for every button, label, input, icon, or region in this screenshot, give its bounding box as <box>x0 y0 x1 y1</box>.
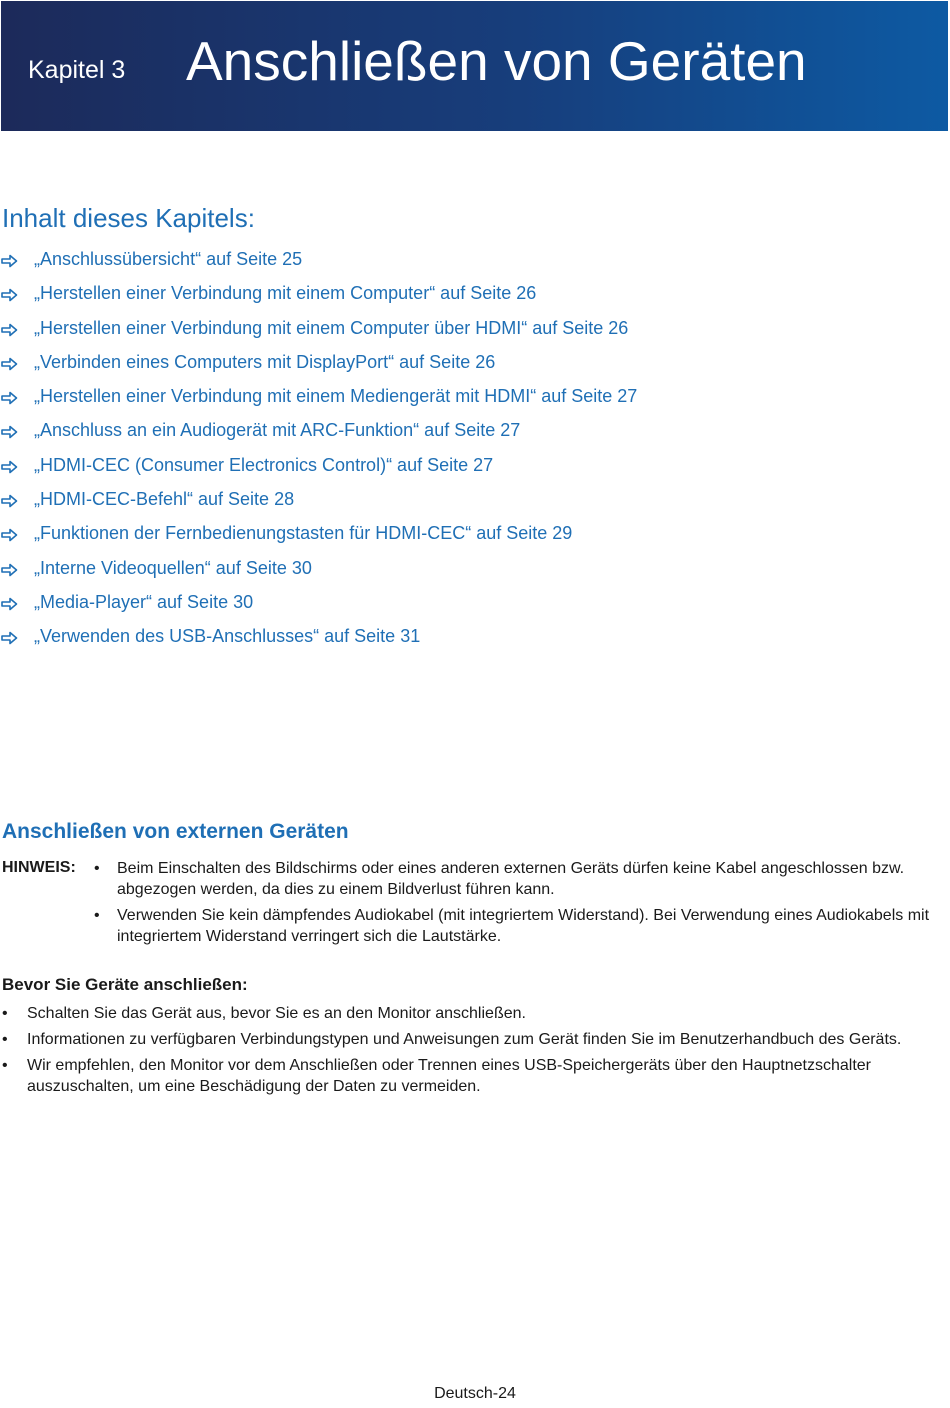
toc-link-text: „Verwenden des USB-Anschlusses“ auf Seite 31 <box>34 626 421 647</box>
before-list <box>2 1004 942 1103</box>
chapter-label: Kapitel 3 <box>28 56 126 84</box>
toc-link-text: „HDMI-CEC-Befehl“ auf Seite 28 <box>34 489 295 510</box>
toc-link-text: „Funktionen der Fernbedienungstasten für HDMI-CEC“ auf Seite 29 <box>34 523 573 544</box>
note-item <box>94 859 940 900</box>
list-item-text: Wir empfehlen, den Monitor vor dem Anschließen oder Trennen eines USB-Speichergeräts über den Hauptnetzschalter auszuschalten, um eine Beschädigung der Daten zu vermeiden. <box>27 1057 872 1095</box>
page-number: Deutsch-24 <box>434 1385 516 1402</box>
toc-link-text: „Herstellen einer Verbindung mit einem Mediengerät mit HDMI“ auf Seite 27 <box>34 386 638 407</box>
bullet-icon: • <box>94 907 100 924</box>
list-item <box>2 1030 942 1051</box>
note-list <box>94 859 940 953</box>
list-item <box>2 1056 942 1097</box>
toc-link-text: „Verbinden eines Computers mit DisplayPort“ auf Seite 26 <box>34 351 496 372</box>
toc-link-text: „HDMI-CEC (Consumer Electronics Control)“ auf Seite 27 <box>34 454 494 475</box>
list-item-text: Informationen zu verfügbaren Verbindungstypen und Anweisungen zum Gerät finden Sie im Benutzerhandbuch des Geräts. <box>27 1031 902 1048</box>
bullet-icon: • <box>2 1005 8 1022</box>
section-heading: Anschließen von externen Geräten <box>2 820 349 843</box>
bullet-icon: • <box>94 860 100 877</box>
chapter-header <box>1 1 948 131</box>
note-item <box>94 906 940 947</box>
toc-link-text: „Herstellen einer Verbindung mit einem Computer“ auf Seite 26 <box>34 283 537 304</box>
toc-link-text: „Interne Videoquellen“ auf Seite 30 <box>34 557 312 578</box>
toc-link-text: „Media-Player“ auf Seite 30 <box>34 591 254 612</box>
bullet-icon: • <box>2 1057 8 1074</box>
list-item <box>2 1004 942 1025</box>
toc-heading: Inhalt dieses Kapitels: <box>2 203 255 233</box>
before-heading: Bevor Sie Geräte anschließen: <box>2 975 248 994</box>
note-label: HINWEIS: <box>2 859 76 876</box>
list-item-text: Schalten Sie das Gerät aus, bevor Sie es an den Monitor anschließen. <box>27 1005 526 1022</box>
note-text: Verwenden Sie kein dämpfendes Audiokabel (mit integriertem Widerstand). Bei Verwendung eines Audiokabels mit integriertem Widerstand verringert sich die Lautstärke. <box>117 907 930 945</box>
bullet-icon: • <box>2 1031 8 1048</box>
toc-link-text: „Anschlussübersicht“ auf Seite 25 <box>34 249 303 269</box>
toc-link-text: „Herstellen einer Verbindung mit einem Computer über HDMI“ auf Seite 26 <box>34 317 629 338</box>
note-text: Beim Einschalten des Bildschirms oder eines anderen externen Geräts dürfen keine Kabel angeschlossen bzw. abgezogen werden, da dies zu einem Bildverlust führen kann. <box>117 860 905 898</box>
toc-link-text: „Anschluss an ein Audiogerät mit ARC-Funktion“ auf Seite 27 <box>34 420 521 441</box>
chapter-title: Anschließen von Geräten <box>186 30 807 92</box>
